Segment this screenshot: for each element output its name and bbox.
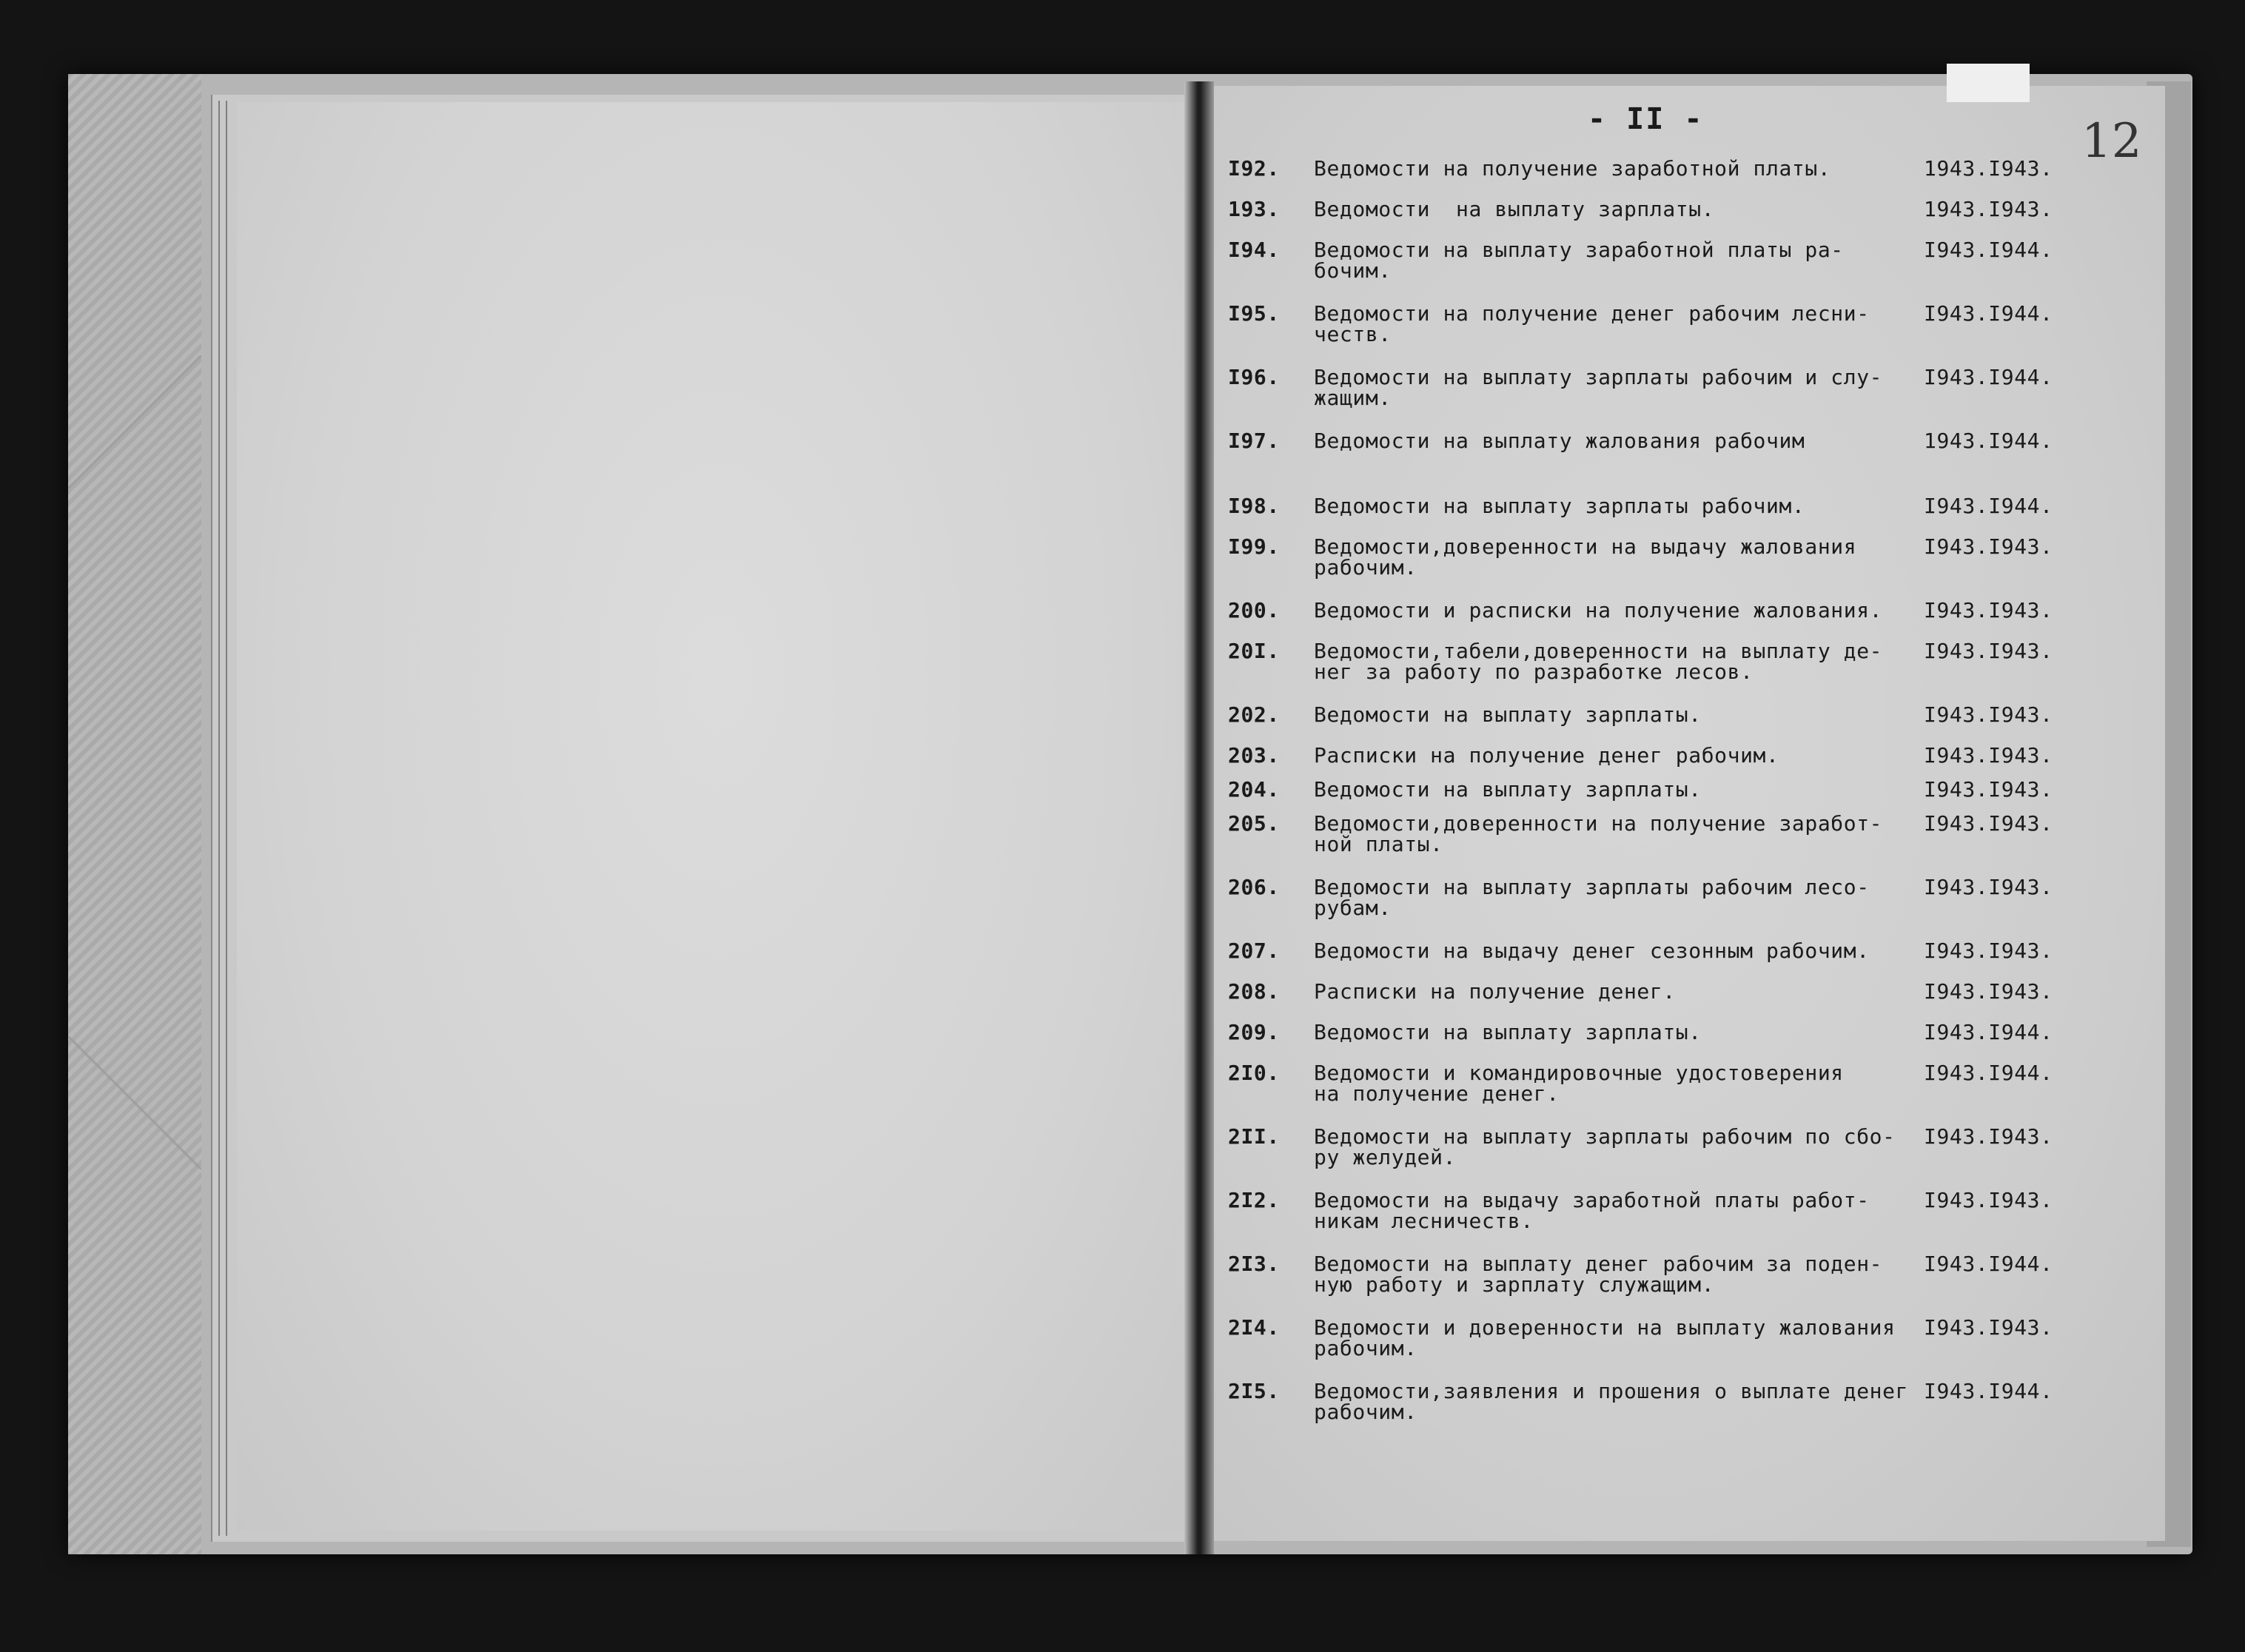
inventory-entry — [1228, 431, 2146, 496]
entry-years: I943.I944. — [1924, 494, 2053, 518]
entry-number: I99. — [1228, 534, 1280, 559]
entry-line: Ведомости,доверенности на выдачу жалования — [1314, 534, 1857, 559]
entry-years: I943.I944. — [1924, 238, 2053, 262]
inventory-list — [1228, 158, 2146, 1445]
entry-years: I943.I943. — [1924, 1188, 2053, 1212]
entry-description — [1314, 431, 1921, 451]
entry-line: Ведомости на выплату зарплаты. — [1314, 1020, 1702, 1044]
inventory-entry — [1228, 813, 2146, 877]
inventory-entry — [1228, 702, 2146, 745]
entry-years: I943.I943. — [1924, 777, 2053, 802]
inventory-entry — [1228, 745, 2146, 779]
entry-description — [1314, 1190, 1921, 1232]
page-number: - II - — [1588, 102, 1704, 136]
entry-number: I94. — [1228, 238, 1280, 262]
entry-line: рабочим. — [1314, 1336, 1417, 1360]
entry-description — [1314, 813, 1921, 855]
entry-description — [1314, 367, 1921, 409]
entry-number: 20I. — [1228, 639, 1280, 663]
entry-line: ную работу и зарплату служащим. — [1314, 1272, 1715, 1297]
entry-description — [1314, 534, 1921, 580]
entry-years: I943.I943. — [1924, 639, 2053, 663]
entry-line: Расписки на получение денег рабочим. — [1314, 743, 1779, 768]
entry-line: рабочим. — [1314, 1400, 1417, 1424]
entry-years: I943.I943. — [1924, 1315, 2053, 1340]
entry-line: Ведомости и доверенности на выплату жалования — [1314, 1315, 1896, 1340]
entry-description — [1314, 240, 1921, 281]
entry-years: I943.I944. — [1924, 1020, 2053, 1044]
entry-number: 200. — [1228, 598, 1280, 622]
entry-years: 1943.I944. — [1924, 429, 2053, 453]
entry-description — [1314, 199, 1921, 220]
entry-number: 2I2. — [1228, 1188, 1280, 1212]
entry-description — [1314, 877, 1921, 919]
inventory-entry — [1228, 303, 2146, 367]
entry-description — [1314, 1254, 1921, 1295]
entry-years: I943.I943. — [1924, 598, 2053, 622]
entry-years: I943.I943. — [1924, 1124, 2053, 1149]
entry-description — [1314, 1317, 1921, 1359]
entry-line: Расписки на получение денег. — [1314, 979, 1676, 1004]
paper-slip — [1947, 64, 2030, 102]
entry-line: Ведомости и расписки на получение жалования. — [1314, 598, 1883, 622]
cover-flap-left — [68, 74, 201, 1554]
entry-number: 2II. — [1228, 1124, 1280, 1149]
entry-line: Ведомости на выплату зарплаты. — [1314, 702, 1702, 727]
entry-number: I95. — [1228, 301, 1280, 326]
entry-description — [1314, 981, 1921, 1002]
entry-description — [1314, 1126, 1921, 1168]
entry-number: 209. — [1228, 1020, 1280, 1044]
entry-line: честв. — [1314, 322, 1392, 346]
cover-fold — [68, 355, 201, 488]
entry-number: 204. — [1228, 777, 1280, 802]
entry-years: I943.I944. — [1924, 1252, 2053, 1276]
book-spine — [1184, 81, 1214, 1554]
entry-number: 2I4. — [1228, 1315, 1280, 1340]
entry-line: Ведомости,табели,доверенности на выплату де- — [1314, 639, 1883, 663]
entry-number: 193. — [1228, 197, 1280, 221]
inventory-entry — [1228, 641, 2146, 705]
inventory-entry — [1228, 877, 2146, 941]
inventory-entry — [1228, 779, 2146, 813]
inventory-entry — [1228, 367, 2146, 431]
entry-number: 205. — [1228, 811, 1280, 836]
entry-years: I943.I943. — [1924, 875, 2053, 899]
inventory-entry — [1228, 496, 2146, 537]
inventory-entry — [1228, 1254, 2146, 1317]
entry-description — [1314, 745, 1921, 766]
entry-line: рубам. — [1314, 896, 1392, 920]
entry-line: бочим. — [1314, 258, 1392, 283]
entry-number: I92. — [1228, 156, 1280, 181]
entry-line: Ведомости на выдачу заработной платы работ- — [1314, 1188, 1870, 1212]
entry-years: I943.I943. — [1924, 811, 2053, 836]
right-page — [1203, 86, 2165, 1541]
entry-line: Ведомости на выплату зарплаты. — [1314, 197, 1715, 221]
entry-description — [1314, 600, 1921, 621]
inventory-entry — [1228, 240, 2146, 303]
entry-line: Ведомости на выплату жалования рабочим — [1314, 429, 1805, 453]
entry-number: 202. — [1228, 702, 1280, 727]
entry-number: 208. — [1228, 979, 1280, 1004]
entry-description — [1314, 303, 1921, 345]
entry-description — [1314, 496, 1921, 517]
inventory-entry — [1228, 1126, 2146, 1190]
entry-description — [1314, 1381, 1921, 1423]
entry-line: Ведомости на выплату зарплаты рабочим и слу- — [1314, 365, 1883, 389]
entry-line: Ведомости и командировочные удостоверения — [1314, 1061, 1844, 1085]
entry-line: Ведомости на выплату заработной платы ра- — [1314, 238, 1844, 262]
entry-line: рабочим. — [1314, 555, 1417, 580]
left-page-blank — [237, 102, 1199, 1531]
entry-description — [1314, 158, 1921, 179]
inventory-entry — [1228, 199, 2146, 240]
entry-line: на получение денег. — [1314, 1081, 1560, 1106]
cover-fold — [68, 1036, 201, 1169]
entry-line: ной платы. — [1314, 832, 1443, 856]
entry-years: I943.I944. — [1924, 365, 2053, 389]
entry-years: I943.I944. — [1924, 301, 2053, 326]
entry-line: жащим. — [1314, 386, 1392, 410]
entry-line: никам лесничеств. — [1314, 1209, 1534, 1233]
entry-number: I97. — [1228, 429, 1280, 453]
entry-years: I943.I943. — [1924, 979, 2053, 1004]
entry-years: I943.I943. — [1924, 743, 2053, 768]
inventory-entry — [1228, 1190, 2146, 1254]
entry-years: I943.I944. — [1924, 1379, 2053, 1403]
entry-description — [1314, 1022, 1921, 1043]
entry-line: Ведомости на получение денег рабочим лесни- — [1314, 301, 1870, 326]
entry-number: 203. — [1228, 743, 1280, 768]
entry-line: Ведомости,доверенности на получение заработ- — [1314, 811, 1883, 836]
entry-years: 1943.I943. — [1924, 197, 2053, 221]
entry-description — [1314, 702, 1921, 727]
entry-number: 2I0. — [1228, 1061, 1280, 1085]
inventory-entry — [1228, 600, 2146, 641]
entry-line: Ведомости на выплату зарплаты. — [1314, 777, 1702, 802]
inventory-entry — [1228, 941, 2146, 981]
entry-number: I98. — [1228, 494, 1280, 518]
entry-line: нег за работу по разработке лесов. — [1314, 659, 1754, 684]
inventory-entry — [1228, 1381, 2146, 1445]
entry-number: 206. — [1228, 875, 1280, 899]
entry-years: 1943.I943. — [1924, 156, 2053, 181]
entry-line: Ведомости,заявления и прошения о выплате денег — [1314, 1379, 1909, 1403]
entry-number: 2I3. — [1228, 1252, 1280, 1276]
entry-line: Ведомости на выплату денег рабочим за поден- — [1314, 1252, 1883, 1276]
entry-line: ру желудей. — [1314, 1145, 1457, 1169]
entry-description — [1314, 641, 1921, 682]
entry-years: I943.I944. — [1924, 1061, 2053, 1085]
entry-line: Ведомости на выплату зарплаты рабочим. — [1314, 494, 1805, 518]
inventory-entry — [1228, 1317, 2146, 1381]
inventory-entry — [1228, 981, 2146, 1022]
entry-years: I943.I943. — [1924, 534, 2053, 559]
inventory-entry — [1228, 1063, 2146, 1126]
entry-line: Ведомости на выплату зарплаты рабочим лесо- — [1314, 875, 1870, 899]
entry-years: I943.I943. — [1924, 702, 2053, 727]
entry-line: Ведомости на получение заработной платы. — [1314, 156, 1831, 181]
entry-line: Ведомости на выплату зарплаты рабочим по сбо- — [1314, 1124, 1896, 1149]
entry-description — [1314, 941, 1921, 961]
inventory-entry — [1228, 534, 2146, 600]
inventory-entry — [1228, 1022, 2146, 1063]
sheet-number-handwritten: 12 — [2081, 114, 2142, 169]
entry-number: 207. — [1228, 939, 1280, 963]
entry-years: I943.I943. — [1924, 939, 2053, 963]
entry-description — [1314, 1063, 1921, 1104]
inventory-entry — [1228, 158, 2146, 199]
entry-number: I96. — [1228, 365, 1280, 389]
entry-number: 2I5. — [1228, 1379, 1280, 1403]
entry-line: Ведомости на выдачу денег сезонным рабочим. — [1314, 939, 1870, 963]
entry-description — [1314, 779, 1921, 800]
